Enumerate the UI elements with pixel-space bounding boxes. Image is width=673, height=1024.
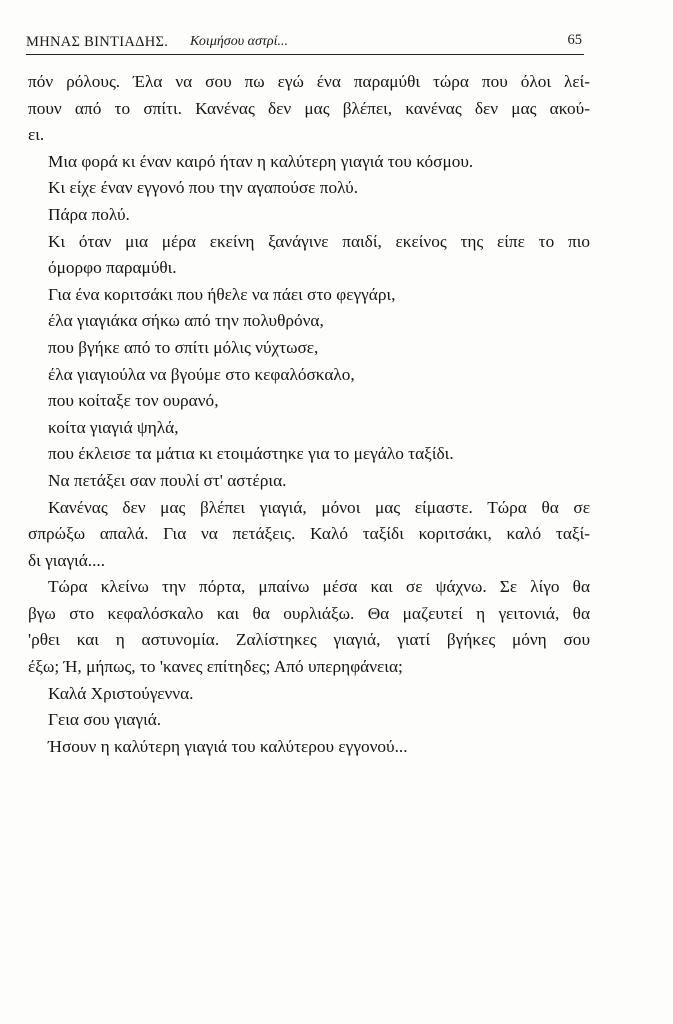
text-line: Καλά Χριστούγεννα. [48,683,194,703]
page-number: 65 [567,32,582,48]
text-line: σπρώξω απαλά. Για να πετάξεις. Καλό ταξίδι κοριτσάκι, καλό ταξί- [28,524,590,544]
text-line: βγω στο κεφαλόσκαλο και θα ουρλιάξω. Θα μαζευτεί η γειτονιά, θα [28,603,590,623]
running-header [26,32,584,55]
text-line: Πάρα πολύ. [48,204,130,224]
text-line: δι γιαγιά.... [28,550,106,570]
text-line: Κι είχε έναν εγγονό που την αγαπούσε πολύ. [48,178,359,198]
text-line: Μια φορά κι έναν καιρό ήταν η καλύτερη γιαγιά του κόσμου. [48,151,474,171]
text-line: Κι όταν μια μέρα εκείνη ξανάγινε παιδί, εκείνος της είπε το πιο [48,231,590,251]
text-line: που κοίταξε τον ουρανό, [48,391,219,411]
text-line: Ήσουν η καλύτερη γιαγιά του καλύτερου εγγονού... [48,736,408,756]
text-line: έλα γιαγιούλα να βγούμε στο κεφαλόσκαλο, [48,364,355,384]
text-line: όμορφο παραμύθι. [48,258,177,278]
text-line: Για ένα κοριτσάκι που ήθελε να πάει στο φεγγάρι, [48,284,396,304]
text-line: κοίτα γιαγιά ψηλά, [48,417,179,437]
body-text [28,69,590,760]
text-line: που έκλεισε τα μάτια κι ετοιμάστηκε για το μεγάλο ταξίδι. [48,444,454,464]
text-line: Γεια σου γιαγιά. [48,710,162,730]
text-line: έλα γιαγιάκα σήκω από την πολυθρόνα, [48,311,324,331]
text-line: Τώρα κλείνω την πόρτα, μπαίνω μέσα και σε ψάχνω. Σε λίγο θα [48,577,590,597]
text-line: που βγήκε από το σπίτι μόλις νύχτωσε, [48,337,319,357]
text-line: Κανένας δεν μας βλέπει γιαγιά, μόνοι μας είμαστε. Τώρα θα σε [48,497,590,517]
book-title: Κοιμήσου αστρί... [190,34,288,49]
text-line: έξω; Ή, μήπως, το 'κανες επίτηδες; Από υπερηφάνεια; [28,657,403,677]
text-line: ει. [28,125,45,145]
text-line: 'ρθει και η αστυνομία. Ζαλίστηκες γιαγιά, γιατί βγήκες μόνη σου [28,630,590,650]
text-line: Να πετάξει σαν πουλί στ' αστέρια. [48,470,287,490]
text-line: πουν από το σπίτι. Κανένας δεν μας βλέπει, κανένας δεν μας ακού- [28,98,590,118]
text-line: πόν ρόλους. Έλα να σου πω εγώ ένα παραμύθι τώρα που όλοι λεί- [28,72,590,91]
author-name: ΜΗΝΑΣ ΒΙΝΤΙΑΔΗΣ. [26,34,169,50]
